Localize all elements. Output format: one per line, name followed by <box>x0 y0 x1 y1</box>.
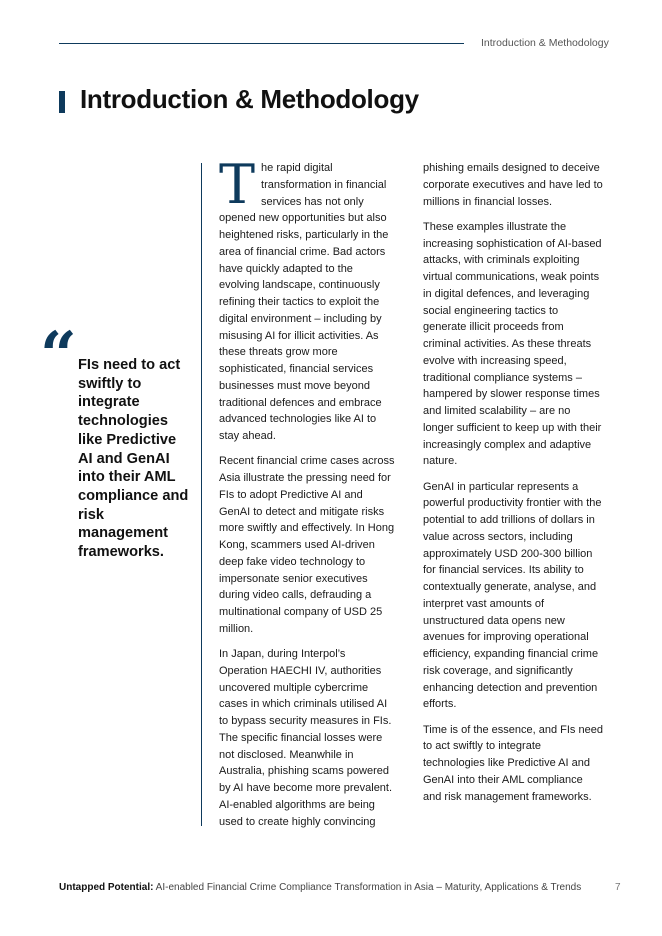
running-header: Introduction & Methodology <box>481 37 609 49</box>
drop-cap: T <box>219 153 256 216</box>
paragraph-asia-cases: Recent financial crime cases across Asia illustrate the pressing need for FIs to adopt Predictive AI and GenAI to detect and mitigate risks more swiftly and effectively. In Hong Kong, scammers used AI-driven deep fake video technology to impersonate senior executives during video calls, defrauding a multinational company of USD 25 million. <box>219 455 395 635</box>
quote-mark-icon: “ <box>40 318 77 393</box>
footer-bold: Untapped Potential: <box>59 882 154 893</box>
body-column-2 <box>423 160 603 814</box>
page-title: Introduction & Methodology <box>80 84 419 114</box>
body-column-1 <box>219 153 395 839</box>
paragraph-japan-australia: In Japan, during Interpol’s Operation HAECHI IV, authorities uncovered multiple cybercrime cases in which criminals utilised AI to bypass security measures in FIs. The specific financial losses were not disclosed. Meanwhile in Australia, phishing scams powered by AI have become more prevalent. AI-enabled algorithms are being used to create highly convincing <box>219 648 393 828</box>
paragraph-genai-value: GenAI in particular represents a powerful productivity frontier with the potential to add trillions of dollars in value across sectors, including approximately USD 200-300 billion for financial services. Its ability to contextually generate, analyse, and interpret vast amounts of unstructured data opens new avenues for improving operational efficiency, expanding financial crime risk coverage, and significantly enhancing detection and prevention efforts. <box>423 480 602 711</box>
title-accent-bar <box>59 91 65 113</box>
pull-quote: FIs need to act swiftly to integrate technologies like Predictive AI and GenAI into their AML compliance and risk management frameworks. <box>78 357 189 561</box>
page-number: 7 <box>615 882 621 893</box>
header-rule <box>59 43 464 44</box>
footer-report-title <box>59 882 581 893</box>
paragraph-ai-attacks: These examples illustrate the increasing sophistication of AI-based attacks, with criminals exploiting virtual communications, weak points in digital defences, and leveraging social engineering tactics to generate illicit proceeds from criminal activities. As these threats evolve with increasing speed, traditional compliance systems – hampered by slower response times and limited scalability – are no longer sufficient to keep up with their increasingly complex and adaptive nature. <box>423 220 602 468</box>
paragraph-conclusion: Time is of the essence, and FIs need to act swiftly to integrate technologies like Predictive AI and GenAI into their AML compliance and risk management frameworks. <box>423 723 603 803</box>
paragraph-intro <box>219 153 395 445</box>
paragraph-intro-text: he rapid digital transformation in financial services has not only opened new opportunities but also heightened risks, particularly in the area of financial crime. Bad actors have quickly adapted to the evolving landscape, continuously refining their tactics to exploit the digital environment – including by misusing AI for illicit activities. As these threats grow more sophisticated, financial services businesses must move beyond traditional defences and embrace advanced technologies like AI to stay ahead. <box>219 162 389 442</box>
column-divider <box>201 163 202 826</box>
footer-text: AI-enabled Financial Crime Compliance Transformation in Asia – Maturity, Applications & Trends <box>153 882 582 893</box>
paragraph-phishing-continued: phishing emails designed to deceive corporate executives and have led to millions in financial losses. <box>423 162 603 208</box>
